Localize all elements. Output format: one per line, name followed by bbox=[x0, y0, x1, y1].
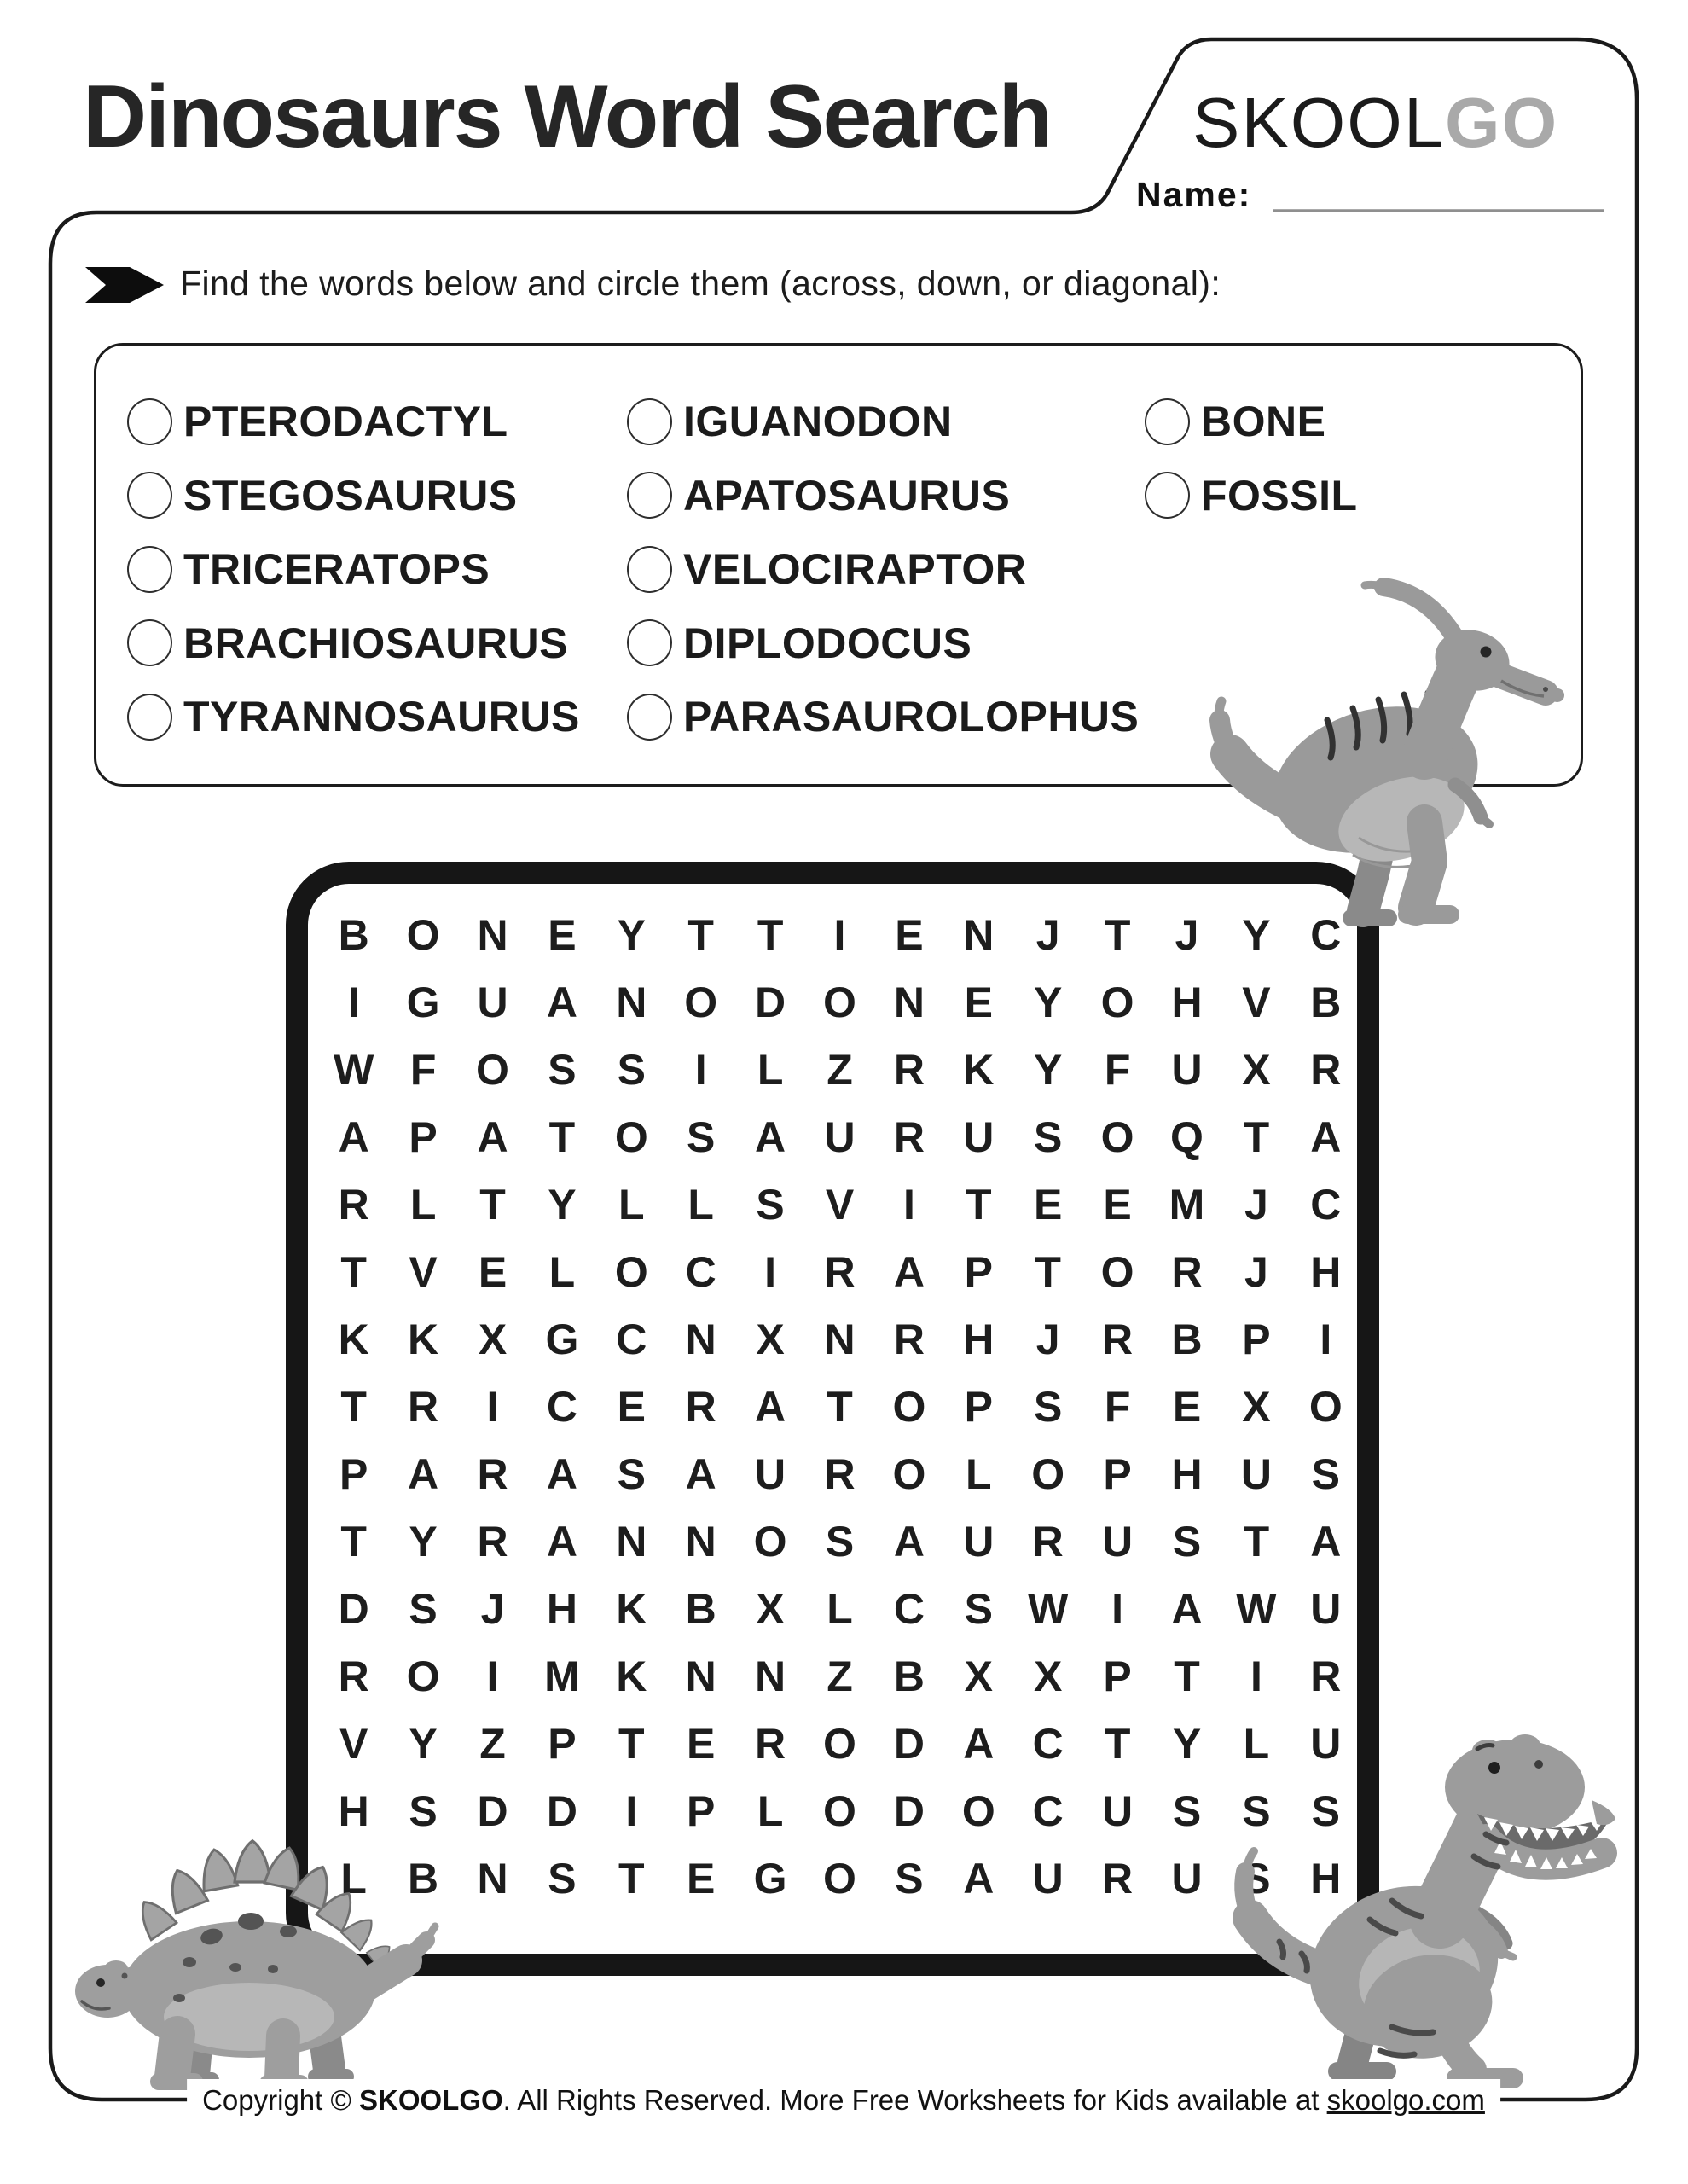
word-list-column-1 bbox=[127, 385, 580, 754]
grid-cell: A bbox=[893, 1517, 925, 1565]
grid-cell: K bbox=[963, 1045, 995, 1094]
grid-cell: O bbox=[823, 1854, 856, 1902]
grid-cell: X bbox=[756, 1315, 785, 1363]
grid-cell: Y bbox=[548, 1180, 577, 1228]
grid-cell: R bbox=[477, 1517, 508, 1565]
grid-cell: U bbox=[1102, 1786, 1134, 1835]
grid-cell: O bbox=[961, 1786, 995, 1835]
grid-cell: I bbox=[625, 1786, 638, 1835]
grid-cell: A bbox=[963, 1854, 995, 1902]
grid-cell: S bbox=[617, 1449, 646, 1498]
tyrannosaurus-image bbox=[1225, 1689, 1630, 2094]
grid-cell: R bbox=[1102, 1854, 1134, 1902]
grid-cell: F bbox=[1104, 1045, 1131, 1094]
grid-cell: K bbox=[338, 1315, 369, 1363]
grid-cell: V bbox=[409, 1247, 438, 1296]
grid-cell: R bbox=[338, 1180, 369, 1228]
word-item bbox=[127, 607, 580, 681]
grid-cell: F bbox=[409, 1045, 437, 1094]
name-label: Name: bbox=[1136, 175, 1252, 214]
grid-cell: K bbox=[408, 1315, 439, 1363]
grid-cell: J bbox=[1244, 1180, 1268, 1228]
grid-cell: P bbox=[409, 1112, 438, 1161]
word-label: PTERODACTYL bbox=[183, 398, 508, 446]
grid-cell: Y bbox=[1172, 1719, 1202, 1768]
grid-cell: R bbox=[1032, 1517, 1064, 1565]
word-item bbox=[1145, 385, 1358, 459]
grid-cell: C bbox=[893, 1584, 925, 1633]
grid-cell: O bbox=[823, 1786, 856, 1835]
grid-cell: R bbox=[1102, 1315, 1134, 1363]
word-checkbox-circle[interactable] bbox=[627, 472, 672, 519]
grid-cell: Z bbox=[827, 1045, 853, 1094]
word-item bbox=[127, 385, 580, 459]
grid-cell: A bbox=[546, 1449, 577, 1498]
grid-cell: S bbox=[1172, 1786, 1202, 1835]
grid-cell: L bbox=[340, 1854, 367, 1902]
grid-cell: P bbox=[1242, 1315, 1271, 1363]
word-checkbox-circle[interactable] bbox=[127, 694, 172, 741]
grid-cell: I bbox=[764, 1247, 777, 1296]
grid-cell: E bbox=[617, 1382, 646, 1431]
grid-cell: B bbox=[685, 1584, 716, 1633]
grid-cell: O bbox=[614, 1247, 648, 1296]
grid-cell: C bbox=[546, 1382, 577, 1431]
grid-cell: E bbox=[895, 910, 924, 959]
grid-cell: P bbox=[964, 1382, 993, 1431]
grid-cell: D bbox=[338, 1584, 369, 1633]
grid-cell: V bbox=[339, 1719, 368, 1768]
grid-cell: R bbox=[755, 1719, 786, 1768]
grid-cell: R bbox=[685, 1382, 716, 1431]
grid-cell: S bbox=[687, 1112, 716, 1161]
grid-cell: M bbox=[544, 1652, 580, 1700]
grid-cell: U bbox=[824, 1112, 856, 1161]
grid-cell: U bbox=[1032, 1854, 1064, 1902]
grid-cell: X bbox=[478, 1315, 508, 1363]
grid-cell: U bbox=[1310, 1584, 1342, 1633]
grid-cell: C bbox=[616, 1315, 647, 1363]
grid-cell: A bbox=[338, 1112, 369, 1161]
grid-cell: N bbox=[616, 1517, 647, 1565]
page-title: Dinosaurs Word Search bbox=[83, 67, 1052, 166]
grid-cell: H bbox=[1171, 1449, 1203, 1498]
grid-cell: A bbox=[893, 1247, 925, 1296]
word-label: DIPLODOCUS bbox=[683, 619, 972, 667]
grid-cell: A bbox=[963, 1719, 995, 1768]
grid-cell: E bbox=[687, 1854, 716, 1902]
grid-cell: B bbox=[1171, 1315, 1203, 1363]
grid-cell: W bbox=[1028, 1584, 1069, 1633]
grid-cell: S bbox=[1311, 1449, 1340, 1498]
grid-cell: I bbox=[833, 910, 846, 959]
grid-cell: R bbox=[1310, 1045, 1342, 1094]
word-checkbox-circle[interactable] bbox=[627, 694, 672, 741]
grid-cell: P bbox=[548, 1719, 577, 1768]
word-label: BRACHIOSAURUS bbox=[183, 619, 568, 667]
grid-cell: T bbox=[618, 1854, 645, 1902]
grid-cell: H bbox=[338, 1786, 369, 1835]
grid-cell: C bbox=[1032, 1786, 1064, 1835]
grid-cell: T bbox=[548, 1112, 576, 1161]
grid-cell: T bbox=[340, 1382, 367, 1431]
logo-go-text: GO bbox=[1445, 83, 1559, 162]
grid-cell: O bbox=[892, 1449, 926, 1498]
word-list-column-3 bbox=[1145, 385, 1358, 532]
grid-cell: R bbox=[893, 1315, 925, 1363]
grid-cell: T bbox=[618, 1719, 645, 1768]
grid-cell: I bbox=[1111, 1584, 1124, 1633]
word-item bbox=[627, 532, 1139, 607]
grid-cell: S bbox=[548, 1854, 577, 1902]
word-checkbox-circle[interactable] bbox=[627, 619, 672, 666]
footer-brand-skool: SKOOL bbox=[358, 2084, 460, 2116]
grid-cell: N bbox=[824, 1315, 856, 1363]
grid-cell: J bbox=[1175, 910, 1199, 959]
grid-cell: A bbox=[1310, 1112, 1342, 1161]
grid-cell: N bbox=[477, 910, 508, 959]
grid-cell: O bbox=[1308, 1382, 1343, 1431]
grid-cell: U bbox=[1102, 1517, 1134, 1565]
word-checkbox-circle[interactable] bbox=[127, 398, 172, 445]
grid-cell: I bbox=[486, 1652, 499, 1700]
grid-cell: P bbox=[964, 1247, 993, 1296]
stegosaurus-image bbox=[68, 1793, 439, 2090]
grid-cell: C bbox=[1310, 1180, 1342, 1228]
grid-cell: A bbox=[685, 1449, 716, 1498]
grid-cell: O bbox=[823, 978, 856, 1026]
grid-cell: O bbox=[1100, 978, 1134, 1026]
grid-cell: A bbox=[755, 1112, 786, 1161]
grid-cell: C bbox=[1310, 910, 1342, 959]
grid-cell: X bbox=[1034, 1652, 1063, 1700]
grid-cell: N bbox=[685, 1315, 716, 1363]
word-checkbox-circle[interactable] bbox=[627, 398, 672, 445]
word-item bbox=[127, 532, 580, 607]
grid-cell: E bbox=[478, 1247, 508, 1296]
grid-cell: I bbox=[486, 1382, 499, 1431]
grid-cell: R bbox=[893, 1112, 925, 1161]
grid-cell: T bbox=[687, 910, 714, 959]
grid-cell: S bbox=[756, 1180, 785, 1228]
grid-cell: T bbox=[966, 1180, 992, 1228]
parasaurolophus-image bbox=[1201, 565, 1593, 932]
grid-cell: Z bbox=[479, 1719, 506, 1768]
grid-cell: U bbox=[477, 978, 508, 1026]
grid-cell: R bbox=[824, 1247, 856, 1296]
grid-cell: O bbox=[753, 1517, 787, 1565]
grid-cell: J bbox=[480, 1584, 505, 1633]
grid-cell: U bbox=[1310, 1719, 1342, 1768]
word-label: PARASAUROLOPHUS bbox=[683, 693, 1140, 741]
grid-cell: N bbox=[893, 978, 925, 1026]
grid-cell: P bbox=[1103, 1449, 1132, 1498]
grid-cell: O bbox=[614, 1112, 648, 1161]
word-label: VELOCIRAPTOR bbox=[683, 545, 1027, 594]
grid-cell: D bbox=[477, 1786, 508, 1835]
grid-cell: J bbox=[1244, 1247, 1268, 1296]
grid-cell: T bbox=[757, 910, 784, 959]
grid-cell: L bbox=[409, 1180, 437, 1228]
grid-cell: E bbox=[548, 910, 577, 959]
word-label: STEGOSAURUS bbox=[183, 471, 518, 520]
grid-cell: Y bbox=[1034, 978, 1063, 1026]
word-label: BONE bbox=[1201, 398, 1326, 446]
grid-cell: S bbox=[964, 1584, 993, 1633]
grid-cell: I bbox=[347, 978, 360, 1026]
grid-cell: O bbox=[476, 1045, 509, 1094]
grid-cell: S bbox=[895, 1854, 924, 1902]
grid-cell: H bbox=[963, 1315, 995, 1363]
footer-brand-go: GO bbox=[459, 2084, 503, 2116]
grid-cell: J bbox=[1035, 1315, 1060, 1363]
grid-cell: T bbox=[1243, 1517, 1270, 1565]
grid-cell: V bbox=[1242, 978, 1271, 1026]
grid-cell: S bbox=[1311, 1786, 1340, 1835]
word-item bbox=[627, 459, 1139, 533]
grid-cell: T bbox=[340, 1517, 367, 1565]
grid-cell: N bbox=[616, 978, 647, 1026]
word-checkbox-circle[interactable] bbox=[127, 472, 172, 519]
grid-cell: O bbox=[892, 1382, 926, 1431]
grid-cell: W bbox=[1236, 1584, 1277, 1633]
grid-cell: T bbox=[1243, 1112, 1270, 1161]
grid-cell: O bbox=[684, 978, 718, 1026]
grid-cell: H bbox=[1310, 1247, 1342, 1296]
grid-cell: O bbox=[406, 1652, 440, 1700]
grid-cell: L bbox=[1243, 1719, 1270, 1768]
grid-cell: L bbox=[757, 1045, 784, 1094]
skoolgo-logo bbox=[1192, 82, 1558, 164]
grid-cell: I bbox=[1320, 1315, 1332, 1363]
grid-cell: Z bbox=[827, 1652, 853, 1700]
grid-cell: V bbox=[825, 1180, 855, 1228]
grid-cell: I bbox=[902, 1180, 915, 1228]
grid-cell: E bbox=[1172, 1382, 1202, 1431]
grid-cell: G bbox=[406, 978, 440, 1026]
grid-cell: B bbox=[408, 1854, 439, 1902]
word-label: TYRANNOSAURUS bbox=[183, 693, 580, 741]
grid-cell: F bbox=[1104, 1382, 1131, 1431]
grid-cell: R bbox=[477, 1449, 508, 1498]
grid-cell: T bbox=[1035, 1247, 1061, 1296]
grid-cell: S bbox=[409, 1584, 438, 1633]
word-checkbox-circle[interactable] bbox=[1145, 472, 1190, 519]
grid-cell: C bbox=[1032, 1719, 1064, 1768]
grid-cell: N bbox=[685, 1652, 716, 1700]
grid-cell: I bbox=[1250, 1652, 1262, 1700]
grid-cell: N bbox=[685, 1517, 716, 1565]
grid-cell: Y bbox=[1242, 910, 1271, 959]
grid-cell: T bbox=[1104, 1719, 1131, 1768]
grid-cell: I bbox=[694, 1045, 707, 1094]
grid-cell: S bbox=[1242, 1786, 1271, 1835]
grid-cell: S bbox=[1034, 1112, 1063, 1161]
grid-cell: A bbox=[546, 978, 577, 1026]
grid-cell: Y bbox=[1034, 1045, 1063, 1094]
grid-cell: L bbox=[618, 1180, 645, 1228]
grid-cell: T bbox=[827, 1382, 853, 1431]
grid-cell: R bbox=[408, 1382, 439, 1431]
grid-cell: P bbox=[1103, 1652, 1132, 1700]
skoolgo-link[interactable]: skoolgo.com bbox=[1326, 2084, 1485, 2116]
grid-cell: J bbox=[1035, 910, 1060, 959]
grid-cell: E bbox=[1103, 1180, 1132, 1228]
grid-cell: B bbox=[1310, 978, 1342, 1026]
word-label: FOSSIL bbox=[1201, 471, 1358, 520]
grid-cell: P bbox=[339, 1449, 368, 1498]
grid-cell: Y bbox=[409, 1719, 438, 1768]
word-label: APATOSAURUS bbox=[683, 471, 1011, 520]
grid-cell: K bbox=[616, 1652, 647, 1700]
grid-cell: A bbox=[477, 1112, 508, 1161]
word-item bbox=[627, 385, 1139, 459]
grid-cell: M bbox=[1169, 1180, 1205, 1228]
grid-cell: E bbox=[687, 1719, 716, 1768]
grid-cell: N bbox=[963, 910, 995, 959]
grid-cell: X bbox=[964, 1652, 993, 1700]
word-label: IGUANODON bbox=[683, 398, 953, 446]
grid-cell: B bbox=[893, 1652, 925, 1700]
grid-cell: T bbox=[340, 1247, 367, 1296]
grid-cell: G bbox=[753, 1854, 787, 1902]
word-item bbox=[1145, 459, 1358, 533]
grid-cell: X bbox=[1242, 1045, 1271, 1094]
grid-cell: W bbox=[334, 1045, 374, 1094]
grid-cell: A bbox=[1171, 1584, 1203, 1633]
word-label: TRICERATOPS bbox=[183, 545, 490, 594]
grid-cell: S bbox=[1242, 1854, 1271, 1902]
grid-cell: U bbox=[963, 1112, 995, 1161]
grid-cell: Q bbox=[1170, 1112, 1204, 1161]
footer-copyright bbox=[187, 2079, 1500, 2122]
grid-cell: O bbox=[1031, 1449, 1065, 1498]
logo-skool-text: SKOOL bbox=[1192, 83, 1446, 162]
grid-cell: L bbox=[966, 1449, 992, 1498]
grid-cell: D bbox=[755, 978, 786, 1026]
footer-text-pre: Copyright © bbox=[202, 2084, 359, 2116]
word-checkbox-circle[interactable] bbox=[127, 546, 172, 593]
grid-cell: K bbox=[616, 1584, 647, 1633]
grid-cell: A bbox=[408, 1449, 439, 1498]
word-item bbox=[127, 680, 580, 754]
grid-cell: N bbox=[755, 1652, 786, 1700]
grid-cell: O bbox=[406, 910, 440, 959]
grid-cell: S bbox=[825, 1517, 855, 1565]
grid-cell: T bbox=[1174, 1652, 1200, 1700]
word-item bbox=[127, 459, 580, 533]
grid-cell: A bbox=[755, 1382, 786, 1431]
grid-cell: P bbox=[687, 1786, 716, 1835]
grid-cell: Y bbox=[409, 1517, 438, 1565]
grid-cell: D bbox=[893, 1786, 925, 1835]
grid-cell: O bbox=[1100, 1112, 1134, 1161]
word-item bbox=[627, 607, 1139, 681]
grid-cell: X bbox=[756, 1584, 785, 1633]
grid-cell: N bbox=[477, 1854, 508, 1902]
grid-cell: S bbox=[1034, 1382, 1063, 1431]
grid-cell: R bbox=[1171, 1247, 1203, 1296]
grid-cell: X bbox=[1242, 1382, 1271, 1431]
grid-cell: S bbox=[548, 1045, 577, 1094]
word-checkbox-circle[interactable] bbox=[1145, 398, 1190, 445]
word-list-column-2 bbox=[627, 385, 1139, 754]
word-checkbox-circle[interactable] bbox=[627, 546, 672, 593]
grid-cell: E bbox=[1034, 1180, 1063, 1228]
grid-cell: R bbox=[338, 1652, 369, 1700]
grid-cell: U bbox=[1240, 1449, 1272, 1498]
grid-cell: S bbox=[617, 1045, 646, 1094]
grid-cell: L bbox=[548, 1247, 576, 1296]
grid-cell: E bbox=[964, 978, 993, 1026]
grid-cell: Y bbox=[617, 910, 646, 959]
grid-cell: H bbox=[1310, 1854, 1342, 1902]
grid-cell: H bbox=[1171, 978, 1203, 1026]
grid-cell: U bbox=[1171, 1854, 1203, 1902]
grid-cell: U bbox=[963, 1517, 995, 1565]
grid-cell: D bbox=[546, 1786, 577, 1835]
grid-cell: S bbox=[409, 1786, 438, 1835]
grid-cell: C bbox=[685, 1247, 716, 1296]
word-item bbox=[627, 680, 1139, 754]
ribbon-arrow-icon bbox=[85, 267, 164, 303]
footer-text-mid: . All Rights Reserved. More Free Worksheets for Kids available at bbox=[502, 2084, 1327, 2116]
grid-cell: T bbox=[1104, 910, 1131, 959]
grid-cell: A bbox=[546, 1517, 577, 1565]
grid-cell: L bbox=[757, 1786, 784, 1835]
grid-cell: O bbox=[823, 1719, 856, 1768]
grid-cell: U bbox=[755, 1449, 786, 1498]
grid-cell: O bbox=[1100, 1247, 1134, 1296]
instruction-text: Find the words below and circle them (across, down, or diagonal): bbox=[180, 264, 1221, 303]
grid-cell: L bbox=[827, 1584, 853, 1633]
grid-cell: S bbox=[1172, 1517, 1202, 1565]
grid-cell: R bbox=[824, 1449, 856, 1498]
grid-cell: H bbox=[546, 1584, 577, 1633]
grid-cell: L bbox=[687, 1180, 714, 1228]
grid-cell: U bbox=[1171, 1045, 1203, 1094]
word-search-grid bbox=[319, 901, 1360, 1912]
grid-cell: A bbox=[1310, 1517, 1342, 1565]
grid-cell: R bbox=[1310, 1652, 1342, 1700]
grid-cell: R bbox=[893, 1045, 925, 1094]
grid-cell: B bbox=[338, 910, 369, 959]
grid-cell: G bbox=[545, 1315, 579, 1363]
word-checkbox-circle[interactable] bbox=[127, 619, 172, 666]
grid-cell: T bbox=[479, 1180, 506, 1228]
grid-cell: D bbox=[893, 1719, 925, 1768]
